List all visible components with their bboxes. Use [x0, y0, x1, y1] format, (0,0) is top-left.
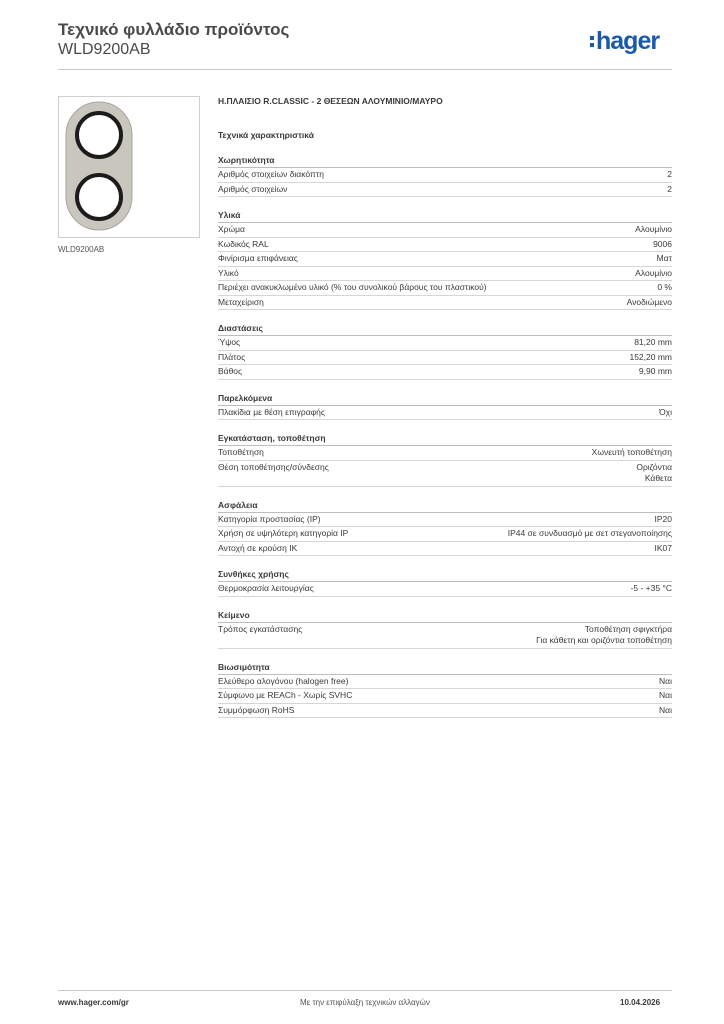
spec-label: Αριθμός στοιχείων: [218, 183, 288, 194]
spec-label: Αντοχή σε κρούση IK: [218, 542, 298, 553]
spec-label: Τοποθέτηση: [218, 447, 264, 457]
spec-groups: [218, 155, 672, 718]
document-header: [58, 20, 289, 59]
hager-logo: [590, 27, 659, 55]
spec-value: 2: [667, 183, 672, 194]
footer-notice: Με την επιφύλαξη τεχνικών αλλαγών: [300, 998, 430, 1007]
spec-label: Μεταχείριση: [218, 296, 264, 307]
spec-row: [218, 252, 672, 267]
spec-group: [218, 393, 672, 421]
spec-group: [218, 610, 672, 649]
spec-value: Ναι: [659, 690, 672, 700]
spec-value: Αλουμίνιο: [635, 224, 672, 234]
spec-label: Φινίρισμα επιφάνειας: [218, 253, 298, 263]
product-name: Η.ΠΛΑΙΣΙΟ R.CLASSIC - 2 ΘΕΣΕΩΝ ΑΛΟΥΜΙΝΙΟ/ΜΑΥΡΟ: [218, 96, 443, 106]
spec-row: [218, 446, 672, 461]
spec-row: [218, 406, 672, 421]
footer-date: 10.04.2026: [620, 998, 661, 1007]
header-divider: [58, 69, 672, 70]
spec-value: -5 - +35 °C: [630, 583, 672, 593]
product-image: [59, 97, 199, 237]
spec-row: [218, 461, 672, 487]
spec-row: [218, 582, 672, 597]
spec-value: Ναι: [659, 704, 672, 715]
spec-row: [218, 704, 672, 719]
spec-label: Θέση τοποθέτησης/σύνδεσης: [218, 461, 329, 472]
spec-row: [218, 527, 672, 542]
spec-value: IP44 σε συνδυασμό με σετ στεγανοποίησης: [507, 528, 672, 538]
spec-row: [218, 689, 672, 704]
spec-group: [218, 569, 672, 597]
spec-value: IP20: [654, 513, 672, 524]
spec-group-title: Βιωσιμότητα: [218, 662, 672, 675]
spec-row: [218, 351, 672, 366]
spec-row: [218, 365, 672, 380]
spec-value: 2: [667, 169, 672, 179]
spec-label: Χρήση σε υψηλότερη κατηγορία IP: [218, 528, 349, 538]
spec-value: 9006: [653, 238, 672, 249]
specs-title: Τεχνικά χαρακτηριστικά: [218, 130, 314, 140]
spec-row: [218, 238, 672, 253]
spec-value: 152,20 mm: [629, 351, 672, 362]
spec-label: Συμμόρφωση RoHS: [218, 704, 295, 715]
logo-text: hager: [596, 27, 660, 55]
spec-label: Θερμοκρασία λειτουργίας: [218, 583, 314, 593]
spec-label: Βάθος: [218, 366, 243, 376]
spec-content: [218, 96, 672, 731]
spec-row: [218, 623, 672, 649]
spec-label: Ύψος: [218, 337, 241, 347]
spec-row: [218, 223, 672, 238]
spec-group-title: Κείμενο: [218, 610, 672, 623]
spec-row: [218, 168, 672, 183]
footer-website: www.hager.com/gr: [58, 998, 129, 1007]
product-code: WLD9200AB: [58, 41, 151, 58]
spec-row: [218, 296, 672, 311]
spec-label: Ελεύθερο αλογόνου (halogen free): [218, 675, 349, 686]
page-title: Τεχνικό φυλλάδιο προϊόντος: [58, 20, 290, 39]
spec-row: [218, 542, 672, 557]
spec-label: Κατηγορία προστασίας (IP): [218, 513, 321, 524]
spec-value: 9,90 mm: [638, 366, 672, 376]
spec-group: [218, 500, 672, 557]
spec-label: Κωδικός RAL: [218, 238, 269, 249]
spec-group: [218, 662, 672, 719]
spec-value: Ανοδιώμενο: [626, 296, 672, 307]
spec-group: [218, 323, 672, 380]
spec-value: Όχι: [659, 406, 672, 417]
spec-row: [218, 267, 672, 282]
spec-group-title: Χωρητικότητα: [218, 155, 672, 168]
spec-group-title: Εγκατάσταση, τοποθέτηση: [218, 433, 672, 446]
spec-value: 0 %: [657, 282, 672, 292]
spec-group-title: Συνθήκες χρήσης: [218, 569, 672, 582]
spec-label: Πλάτος: [218, 351, 246, 362]
spec-label: Αριθμός στοιχείων διακόπτη: [218, 169, 324, 179]
spec-group: [218, 210, 672, 310]
spec-label: Σύμφωνο με REACh - Χωρίς SVHC: [218, 690, 353, 700]
spec-label: Τρόπος εγκατάστασης: [218, 623, 303, 634]
spec-row: [218, 281, 672, 296]
spec-value: Αλουμίνιο: [635, 267, 672, 278]
spec-value: Ναι: [659, 675, 672, 686]
spec-label: Χρώμα: [218, 224, 245, 234]
spec-value: Οριζόντια Κάθετα: [636, 461, 672, 483]
spec-group: [218, 155, 672, 197]
spec-label: Περιέχει ανακυκλωμένο υλικό (% του συνολικού βάρους του πλαστικού): [218, 282, 487, 292]
spec-value: Ματ: [656, 253, 672, 263]
spec-group-title: Παρελκόμενα: [218, 393, 672, 406]
spec-group: [218, 433, 672, 487]
spec-label: Υλικό: [218, 267, 239, 278]
spec-row: [218, 336, 672, 351]
spec-group-title: Διαστάσεις: [218, 323, 672, 336]
spec-value: Τοποθέτηση σφιγκτήρα Για κάθετη και οριζόντια τοποθέτηση: [536, 623, 672, 645]
logo-mark-icon: [590, 36, 594, 47]
spec-row: [218, 675, 672, 690]
footer-divider: [58, 990, 672, 991]
spec-label: Πλακίδια με θέση επιγραφής: [218, 406, 325, 417]
spec-value: 81,20 mm: [634, 337, 672, 347]
spec-group-title: Υλικά: [218, 210, 672, 223]
spec-value: IK07: [654, 542, 672, 553]
spec-row: [218, 513, 672, 528]
product-image-frame: [58, 96, 200, 238]
spec-row: [218, 183, 672, 198]
product-image-caption: WLD9200AB: [58, 245, 105, 254]
spec-value: Χωνευτή τοποθέτηση: [591, 447, 672, 457]
spec-group-title: Ασφάλεια: [218, 500, 672, 513]
